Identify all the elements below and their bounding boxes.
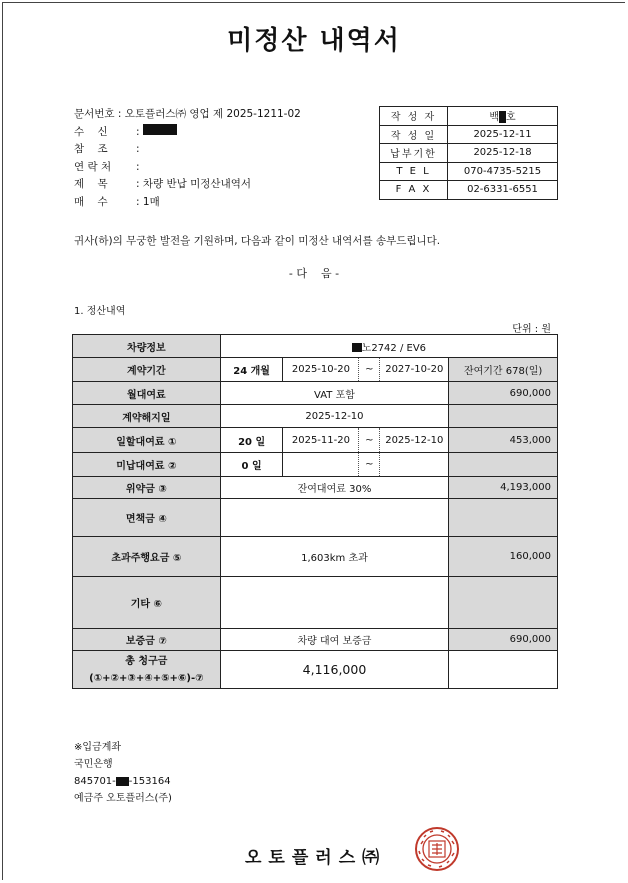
unpaid-fee-days: 0 일 [220,453,283,477]
subject-label: 제 목 [74,178,108,190]
total-formula: (①+②+③+④+⑤+⑥)-⑦ [89,672,204,684]
vehicle-value: 노2742 / EV6 [220,335,557,358]
recipient-label: 수 신 [74,125,108,138]
table-row [73,382,558,405]
page-count-label: 매 수 [74,195,108,208]
fax-label: F A X [380,181,448,200]
company-name: 오토플러스㈜ [245,848,387,868]
table-row [73,537,558,577]
unpaid-fee-start [283,453,359,477]
table-row [73,358,558,382]
excess-mileage-label: 초과주행요금 ⑤ [73,537,221,577]
unpaid-fee-label: 미납대여료 ② [73,453,221,477]
page-count-row: 매 수 : 1매 [74,194,301,212]
daily-fee-start: 2025-11-20 [283,428,359,453]
reference-label: 참 조 [74,143,108,155]
daily-fee-label: 일할대여료 ① [73,428,221,453]
doc-number-label: 문서번호 [74,108,115,120]
company-seal-icon [414,826,460,872]
redacted-recipient [143,124,177,135]
redacted-writer-name [499,111,506,123]
doc-number-row: 문서번호 : 오토플러스㈜ 영업 제 2025-1211-02 [74,106,301,124]
doc-number-value: 오토플러스㈜ 영업 제 2025-1211-02 [124,108,301,120]
bank-info [74,739,172,807]
contract-label: 계약기간 [73,358,221,382]
unit-label: 단위 : 원 [512,324,551,335]
fax-value: 02-6331-6551 [448,181,558,200]
penalty-label: 위약금 ③ [73,477,221,499]
due-date-label: 납부기한 [380,144,448,163]
total-amount: 4,116,000 [220,651,449,689]
unpaid-fee-amount [449,453,558,477]
tel-label: T E L [380,162,448,181]
writer-label: 작 성 자 [380,107,448,126]
bank-holder: 예금주 오토플러스(주) [74,793,172,804]
unpaid-fee-tilde: ~ [359,453,380,477]
redacted-account [116,777,129,786]
monthly-fee-note: VAT 포함 [220,382,449,405]
other-amount [449,577,558,629]
document-meta [74,106,301,211]
daily-fee-amount: 453,000 [449,428,558,453]
contract-start: 2025-10-20 [283,358,359,382]
bank-account: 845701- -153164 [74,776,171,787]
table-row [73,453,558,477]
excess-mileage-amount: 160,000 [449,537,558,577]
penalty-note: 잔여대여료 30% [220,477,449,499]
termination-label: 계약해지일 [73,405,221,428]
page-count-value: 1매 [142,195,160,208]
termination-blank [449,405,558,428]
contract-months: 24 개월 [220,358,283,382]
contract-tilde: ~ [359,358,380,382]
termination-date: 2025-12-10 [220,405,449,428]
unpaid-fee-end [380,453,449,477]
table-row [73,477,558,499]
due-date-value: 2025-12-18 [448,144,558,163]
settlement-table [72,334,558,689]
written-date-value: 2025-12-11 [448,125,558,144]
other-note [220,577,449,629]
table-row [73,577,558,629]
contact-label: 연 락 처 [74,160,112,173]
contract-end: 2027-10-20 [380,358,449,382]
tel-value: 070-4735-5215 [448,162,558,181]
table-row [73,629,558,651]
document-title: 미정산 내역서 [227,26,401,56]
other-label: 기타 ⑥ [73,577,221,629]
subject-row: 제 목 : 차량 반납 미정산내역서 [74,176,301,194]
section-title: 1. 정산내역 [74,306,126,317]
deposit-label: 보증금 ⑦ [73,629,221,651]
monthly-fee-label: 월대여료 [73,382,221,405]
da-eum-heading: - 다 음 - [288,267,340,280]
redacted-plate [352,343,362,352]
sender-info-table [379,106,558,200]
deposit-amount: 690,000 [449,629,558,651]
daily-fee-end: 2025-12-10 [380,428,449,453]
table-row [73,405,558,428]
bank-name: 국민은행 [74,759,113,770]
excess-mileage-note: 1,603km 초과 [220,537,449,577]
written-date-label: 작 성 일 [380,125,448,144]
reference-row: 참 조 : [74,141,301,159]
contract-remaining: 잔여기간 678(일) [449,358,558,382]
total-label: 총 청구금 (①+②+③+④+⑤+⑥)-⑦ [73,651,221,689]
deposit-note: 차량 대여 보증금 [220,629,449,651]
monthly-fee-amount: 690,000 [449,382,558,405]
deductible-note [220,499,449,537]
penalty-amount: 4,193,000 [449,477,558,499]
total-blank [449,651,558,689]
daily-fee-days: 20 일 [220,428,283,453]
table-row [73,499,558,537]
subject-value: 차량 반납 미정산내역서 [142,178,251,190]
daily-fee-tilde: ~ [359,428,380,453]
writer-value: 백 호 [448,107,558,126]
deductible-amount [449,499,558,537]
bank-heading: ※입금계좌 [74,742,122,753]
deductible-label: 면책금 ④ [73,499,221,537]
table-row [73,651,558,689]
contact-row: 연 락 처 : [74,159,301,177]
table-row [73,335,558,358]
vehicle-label: 차량정보 [73,335,221,358]
table-row [73,428,558,453]
greeting-text: 귀사(하)의 무궁한 발전을 기원하며, 다음과 같이 미정산 내역서를 송부드립니다. [74,235,441,247]
recipient-row: 수 신 : [74,124,301,142]
